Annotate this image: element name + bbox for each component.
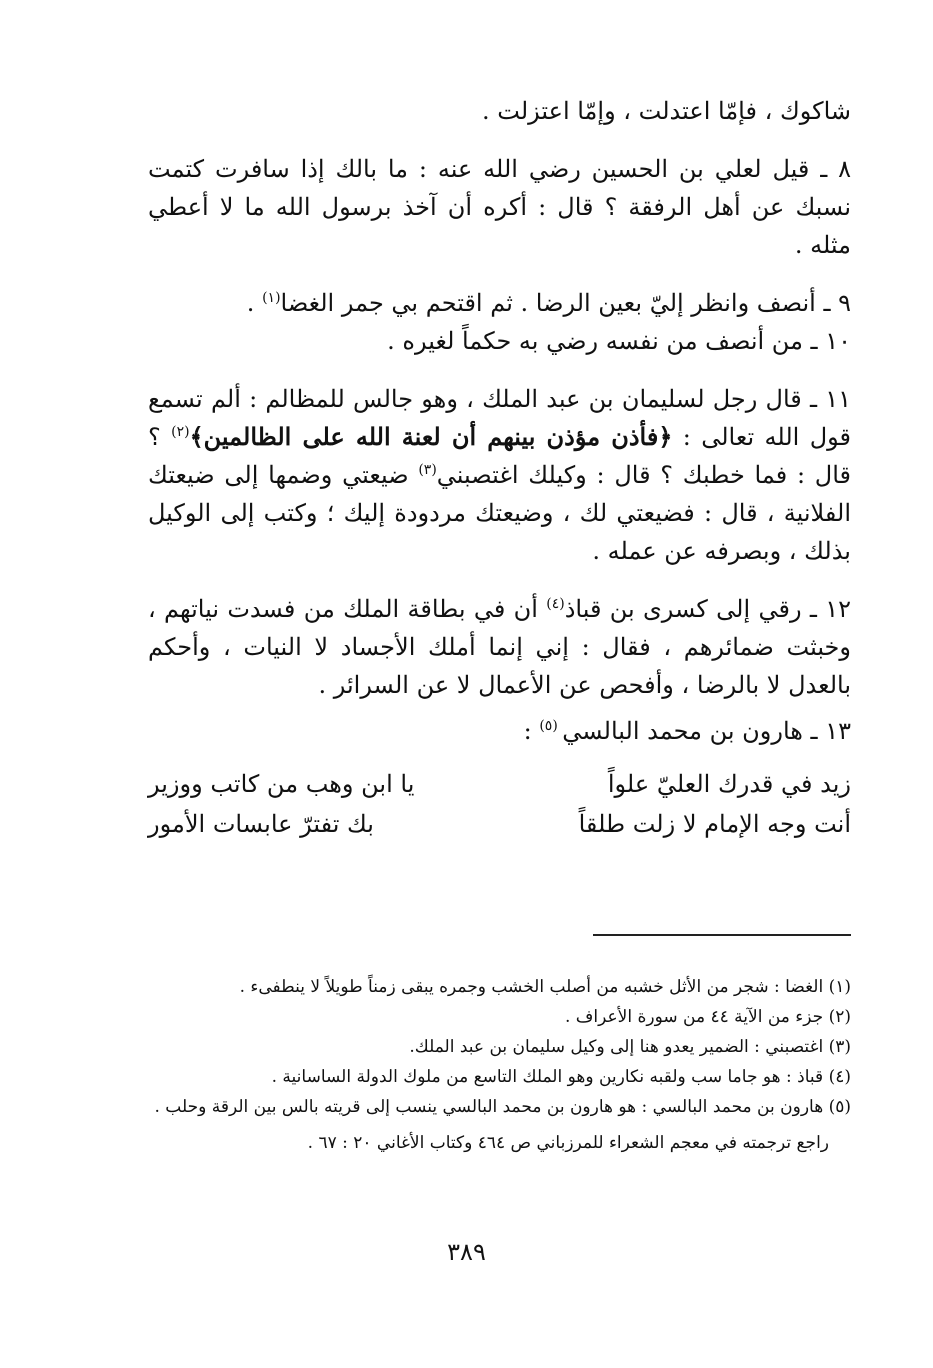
verse-first-hemistich: أنت وجه الإمام لا زلت طلقاً bbox=[578, 810, 851, 838]
footnote-divider bbox=[593, 934, 851, 936]
footnote-2: (٢) جزء من الآية ٤٤ من سورة الأعراف . bbox=[565, 1007, 851, 1027]
footnote-5-reference: راجع ترجمته في معجم الشعراء للمرزباني ص ٤٦٤ وكتاب الأغاني ٢٠ : ٦٧ . bbox=[307, 1133, 829, 1153]
poem-verse bbox=[148, 764, 851, 804]
footnote-ref-4[interactable]: (٤) bbox=[546, 596, 565, 612]
footnote-ref-2[interactable]: (٢) bbox=[171, 424, 190, 440]
paragraph-9-end: . bbox=[246, 289, 263, 317]
footnote-ref-5[interactable]: (٥) bbox=[539, 718, 563, 734]
paragraph-11-part-b: ؟ قال : فما خطبك ؟ قال : وكيلك اغتصبني bbox=[148, 423, 851, 489]
paragraph-12 bbox=[148, 590, 851, 704]
poem-verse bbox=[148, 804, 851, 844]
paragraph-11-part-a: ١١ ـ قال رجل لسليمان بن عبد الملك ، وهو جالس للمظالم : ألم تسمع قول الله تعالى : bbox=[148, 385, 851, 451]
paragraph-8: ٨ ـ قيل لعلي بن الحسين رضي الله عنه : ما بالك إذا سافرت كتمت نسبك عن أهل الرفقة ؟ قال : أكره أن آخذ برسول الله ما لا أعطي مثله . bbox=[148, 155, 851, 259]
paragraph-11-part-c: ضيعتي وضمها إلى ضيعتك الفلانية ، قال : فضيعتي لك ، وضيعتك مردودة إليك ؛ وكتب إلى الوكيل بذلك ، وبصرفه عن عمله . bbox=[148, 461, 851, 565]
footnote-5: (٥) هارون بن محمد البالسي : هو هارون بن محمد البالسي ينسب إلى قريته بالس بين الرقة وحلب . bbox=[154, 1097, 851, 1117]
footnote-ref-3[interactable]: (٣) bbox=[418, 462, 437, 478]
paragraph-13-part-a: ١٣ ـ هارون بن محمد البالسي bbox=[562, 717, 851, 745]
verse-second-hemistich: يا ابن وهب من كاتب ووزير bbox=[148, 770, 415, 798]
poem bbox=[148, 764, 851, 844]
footnote-1: (١) الغضا : شجر من الأثل خشبه من أصلب الخشب وجمره يبقى زمناً طويلاً لا ينطفىء . bbox=[239, 977, 851, 997]
footnote-4: (٤) قباذ : هو جاما سب ولقبه نكارين وهو الملك التاسع من ملوك الدولة الساسانية . bbox=[271, 1067, 851, 1087]
verse-second-hemistich: بك تفترّ عابسات الأمور bbox=[148, 810, 374, 838]
verse-first-hemistich: زيد في قدرك العليّ علواً bbox=[607, 770, 851, 798]
paragraph-13-part-b: : bbox=[523, 717, 540, 745]
page-number: ٣٨٩ bbox=[447, 1238, 486, 1266]
paragraph-9-text: ٩ ـ أنصف وانظر إليّ بعين الرضا . ثم اقتحم بي جمر الغضا bbox=[280, 289, 851, 317]
intro-paragraph: شاكوك ، فإمّا اعتدلت ، وإمّا اعتزلت . bbox=[482, 97, 851, 125]
paragraph-11 bbox=[148, 380, 851, 570]
paragraph-9 bbox=[148, 284, 851, 322]
paragraph-10: ١٠ ـ من أنصف من نفسه رضي به حكماً لغيره . bbox=[387, 327, 851, 355]
paragraph-13 bbox=[148, 712, 851, 750]
footnotes bbox=[148, 972, 851, 1158]
paragraph-12-part-a: ١٢ ـ رقي إلى كسرى بن قباذ bbox=[564, 595, 851, 623]
paragraph-12-part-b: أن في بطاقة الملك من فسدت نياتهم ، وخبثت ضمائرهم ، فقال : إني إنما أملك الأجساد لا النيات ، وأحكم بالعدل لا بالرضا ، وأفحص عن الأعمال لا عن السرائر . bbox=[148, 595, 851, 699]
footnote-3: (٣) اغتصبني : الضمير يعدو هنا إلى وكيل سليمان بن عبد الملك. bbox=[409, 1037, 851, 1057]
main-text bbox=[148, 92, 851, 844]
footnote-ref-1[interactable]: (١) bbox=[262, 290, 281, 306]
quran-quote: ﴿فأذن مؤذن بينهم أن لعنة الله على الظالمين﴾ bbox=[189, 422, 673, 451]
